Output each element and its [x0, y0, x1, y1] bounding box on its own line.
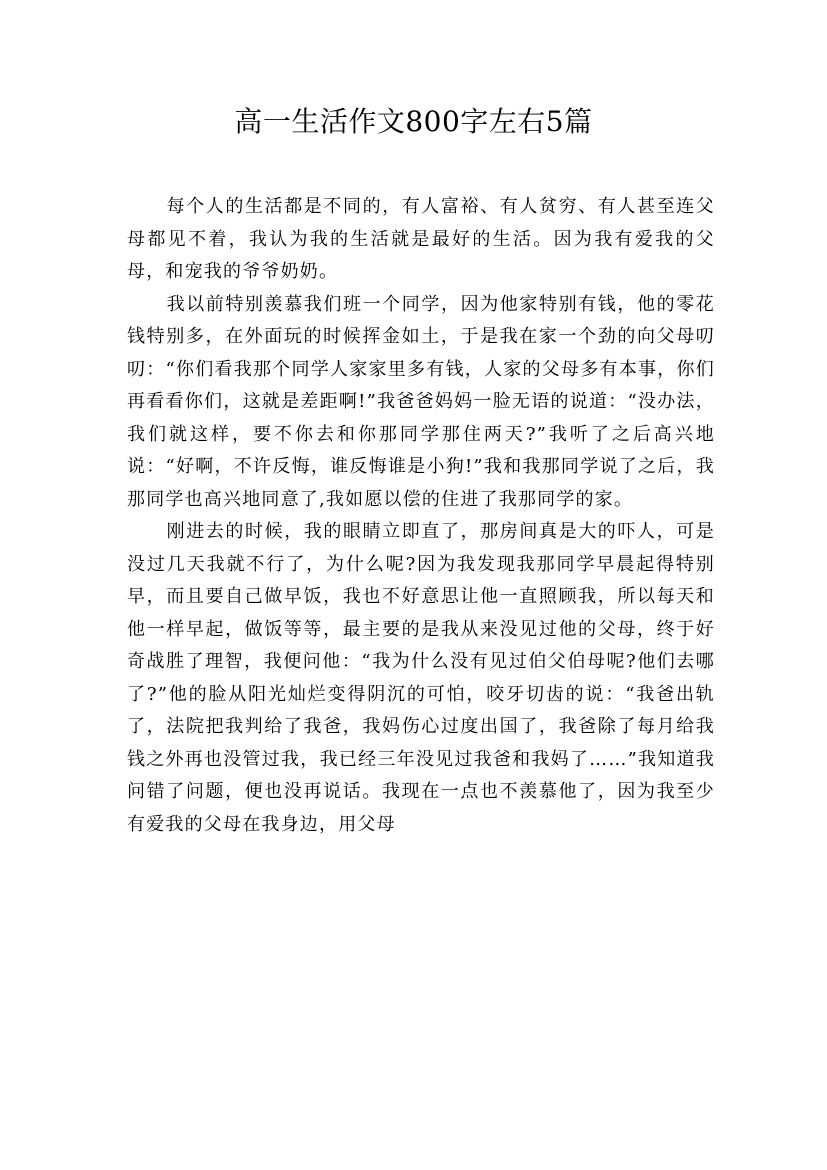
document-title: 高一生活作文800字左右5篇 [234, 105, 593, 138]
paragraph-3: 刚进去的时候，我的眼睛立即直了，那房间真是大的吓人，可是没过几天我就不行了，为什么呢?因为我发现我那同学早晨起得特别早，而且要自己做早饭，我也不好意思让他一直照顾我，所以每天和他一样早起，做饭等等，最主要的是我从来没见过他的父母，终于好奇战胜了理智，我便问他：“我为什么没有见过伯父伯母呢?他们去哪了?”他的脸从阳光灿烂变得阴沉的可怕，咬牙切齿的说：“我爸出轨了，法院把我判给了我爸，我妈伤心过度出国了，我爸除了每月给我钱之外再也没管过我，我已经三年没见过我爸和我妈了……”我知道我问错了问题，便也没再说话。我现在一点也不羡慕他了，因为我至少有爱我的父母在我身边，用父母 [127, 521, 715, 835]
document-body [127, 191, 715, 841]
paragraph-1: 每个人的生活都是不同的，有人富裕、有人贫穷、有人甚至连父母都见不着，我认为我的生活就是最好的生活。因为我有爱我的父母，和宠我的爷爷奶奶。 [127, 196, 715, 282]
paragraph-2: 我以前特别羡慕我们班一个同学，因为他家特别有钱，他的零花钱特别多，在外面玩的时候挥金如土，于是我在家一个劲的向父母叨叨：“你们看我那个同学人家家里多有钱，人家的父母多有本事，你们再看看你们，这就是差距啊!”我爸爸妈妈一脸无语的说道：“没办法，我们就这样，要不你去和你那同学那住两天?”我听了之后高兴地说：“好啊，不许反悔，谁反悔谁是小狗!”我和我那同学说了之后，我那同学也高兴地同意了,我如愿以偿的住进了我那同学的家。 [127, 293, 715, 510]
